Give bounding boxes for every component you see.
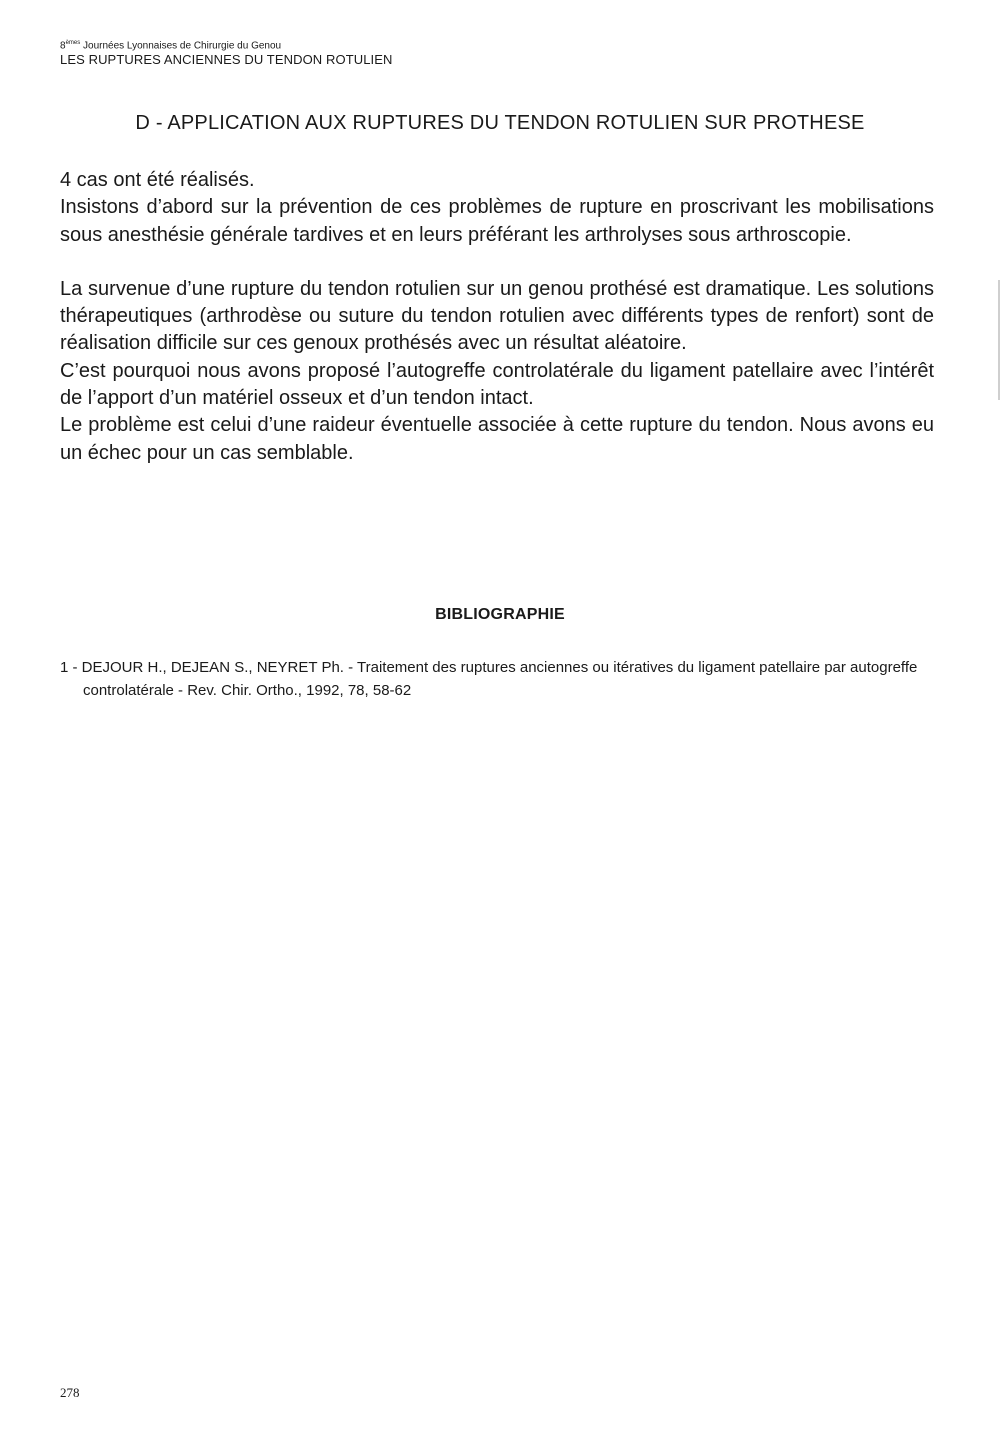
- running-header: [60, 40, 393, 68]
- book-title: LES RUPTURES ANCIENNES DU TENDON ROTULIEN: [60, 52, 393, 68]
- bibliography-list: [60, 656, 940, 702]
- bibliography-entry: 1 - DEJOUR H., DEJEAN S., NEYRET Ph. - Traitement des ruptures anciennes ou itératives du ligament patellaire par autogreffe controlatérale - Rev. Chir. Ortho., 1992, 78, 58-62: [60, 659, 918, 699]
- edition-suffix: èmes: [65, 40, 81, 46]
- section-title: D - APPLICATION AUX RUPTURES DU TENDON ROTULIEN SUR PROTHESE: [135, 112, 865, 134]
- body-text: [60, 167, 934, 467]
- bibliography-title: BIBLIOGRAPHIE: [435, 606, 565, 623]
- conference-name: [60, 40, 393, 52]
- paragraph-rupture: La survenue d’une rupture du tendon rotulien sur un genou prothésé est dramatique. Les solutions thérapeutiques (arthrodèse ou suture du tendon rotulien avec différents types de renfort) sont de réalisation difficile sur ces genoux prothésés avec un résultat aléatoire.: [60, 277, 934, 355]
- paragraph-autograft: C’est pourquoi nous avons proposé l’autogreffe controlatérale du ligament patellaire avec l’intérêt de l’apport d’un matériel osseux et d’un tendon intact.: [60, 359, 934, 410]
- paragraph-spacer: [60, 249, 934, 276]
- paragraph-cases: 4 cas ont été réalisés.: [60, 169, 255, 191]
- conference-title: Journées Lyonnaises de Chirurgie du Genou: [80, 40, 282, 52]
- edition-number: 8: [60, 40, 66, 52]
- page-number: 278: [60, 1385, 80, 1400]
- paragraph-stiffness: Le problème est celui d’une raideur éventuelle associée à cette rupture du tendon. Nous avons eu un échec pour un cas semblable.: [60, 414, 934, 464]
- paragraph-prevention: Insistons d’abord sur la prévention de ces problèmes de rupture en proscrivant les mobilisations sous anesthésie générale tardives et en leurs préférant les arthrolyses sous arthroscopie.: [60, 196, 934, 246]
